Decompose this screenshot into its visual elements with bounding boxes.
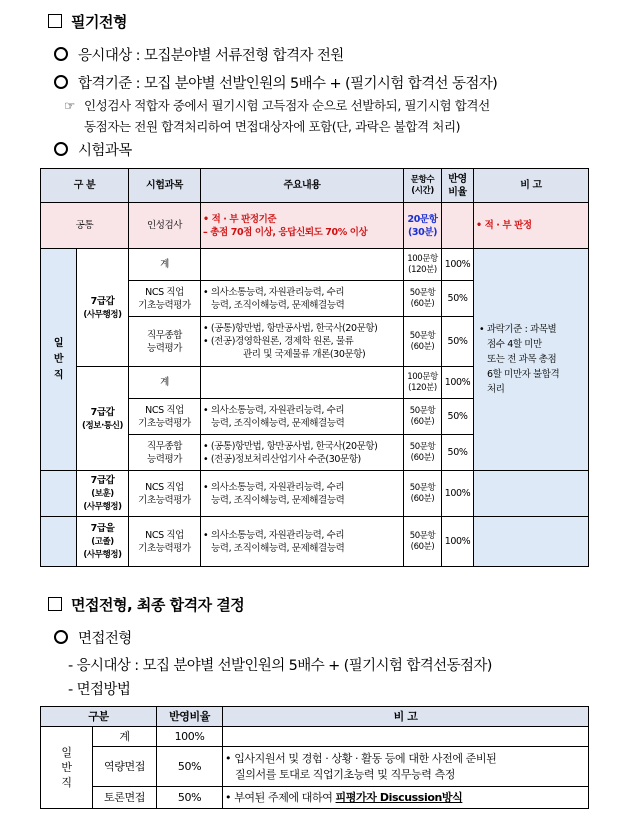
personality-questions: 20문항 (30분) — [404, 203, 442, 249]
table-row: NCS 직업 기초능력평가 • 의사소통능력, 자원관리능력, 수리 능력, 조직이해능력, 문제해결능력 50문항 (60분) 50% — [41, 281, 589, 317]
personality-test: 인성검사 — [129, 203, 201, 249]
interview-subtitle: 면접전형 — [54, 627, 132, 648]
table-row: 일 반 직 계 100% — [41, 727, 589, 747]
table-row — [41, 203, 589, 249]
table-header-row — [41, 169, 589, 203]
circle-bullet-icon — [54, 630, 68, 644]
grade-7a-it: 7급갑 (정보·통신) — [77, 367, 129, 471]
failure-criteria-note: • 과락기준 : 과목별 점수 4할 미만 또는 전 과목 총점 6할 미만자 불합격 처리 — [474, 249, 589, 471]
general-label: 일 반 직 — [41, 249, 77, 471]
col-note: 비 고 — [474, 169, 589, 203]
col-ratio: 반영 비율 — [442, 169, 474, 203]
table-row: 7급을 (고졸) (사무행정) NCS 직업 기초능력평가 • 의사소통능력, 자원관리능력, 수리 능력, 조직이해능력, 문제해결능력 50문항 (60분) 100% — [41, 517, 589, 567]
personality-content: • 적 · 부 판정기준 – 총점 70점 이상, 응답신뢰도 70% 이상 — [201, 203, 404, 249]
circle-bullet-icon — [54, 75, 68, 89]
table-row: 역량면접 50% • 입사지원서 및 경험 · 상황 · 활동 등에 대한 사전에 준비된 질의서를 토대로 직업기초능력 및 직무능력 측정 — [41, 747, 589, 787]
circle-bullet-icon — [54, 47, 68, 61]
checkbox-square-icon — [48, 597, 62, 611]
col-division: 구 분 — [41, 169, 129, 203]
written-criteria: 합격기준 : 모집 분야별 선발인원의 5배수 + (필기시험 합격선 동점자) — [54, 72, 497, 93]
written-note: ☞ 인성검사 적합자 중에서 필기시험 고득점자 순으로 선발하되, 필기시험 합격선 동점자는 전원 합격처리하여 면접대상자에 포함(단, 과락은 불합격 처리) — [64, 95, 604, 137]
col-questions: 문항수 (시간) — [404, 169, 442, 203]
col-subject: 시험과목 — [129, 169, 201, 203]
written-target: 응시대상 : 모집분야별 서류전형 합격자 전원 — [54, 44, 344, 65]
interview-table — [40, 706, 589, 809]
table-row: NCS 직업 기초능력평가 • 의사소통능력, 자원관리능력, 수리 능력, 조직이해능력, 문제해결능력 50문항 (60분) 50% — [41, 399, 589, 435]
col-content: 주요내용 — [201, 169, 404, 203]
circle-bullet-icon — [54, 142, 68, 156]
grade-7b-highschool: 7급을 (고졸) (사무행정) — [77, 517, 129, 567]
table-row: 직무종합 능력평가 • (공통)항만법, 항만공사법, 한국사(20문항) • (전공)경영학원론, 경제학 원론, 물류 관리 및 국제물류 개론(30문항) 50문항 (60분) 50% — [41, 317, 589, 367]
table-row: 토론면접 50% • 부여된 주제에 대하여 피평가자 Discussion방식 — [41, 787, 589, 809]
written-subjects: 시험과목 — [54, 139, 132, 160]
grade-7a-veteran: 7급갑 (보훈) (사무행정) — [77, 471, 129, 517]
checkbox-square-icon — [48, 14, 62, 28]
written-subjects-table — [40, 168, 589, 567]
table-row: 직무종합 능력평가 • (공통)항만법, 항만공사법, 한국사(20문항) • (전공)정보처리산업기사 수준(30문항) 50문항 (60분) 50% — [41, 435, 589, 471]
table-row: 7급갑 (정보·통신) 계 100문항 (120분) 100% — [41, 367, 589, 399]
interview-target: - 응시대상 : 모집 분야별 선발인원의 5배수 + (필기시험 합격선동점자) — [68, 658, 492, 674]
pointing-hand-icon: ☞ — [64, 98, 75, 113]
section-title-written: 필기전형 — [48, 11, 127, 32]
personality-note: • 적 · 부 판정 — [474, 203, 589, 249]
interview-method: - 면접방법 — [68, 682, 131, 698]
common-label: 공통 — [41, 203, 129, 249]
section-title-interview: 면접전형, 최종 합격자 결정 — [48, 594, 244, 615]
grade-7a-admin: 7급갑 (사무행정) — [77, 249, 129, 367]
table-header-row: 구분 반영비율 비 고 — [41, 707, 589, 727]
table-row: 7급갑 (보훈) (사무행정) NCS 직업 기초능력평가 • 의사소통능력, 자원관리능력, 수리 능력, 조직이해능력, 문제해결능력 50문항 (60분) 100% — [41, 471, 589, 517]
table-row: 일 반 직 7급갑 (사무행정) 계 100문항 (120분) 100% • 과락기준 : 과목별 점수 4할 미만 또는 전 과목 총점 6할 미만자 불합격 처리 — [41, 249, 589, 281]
